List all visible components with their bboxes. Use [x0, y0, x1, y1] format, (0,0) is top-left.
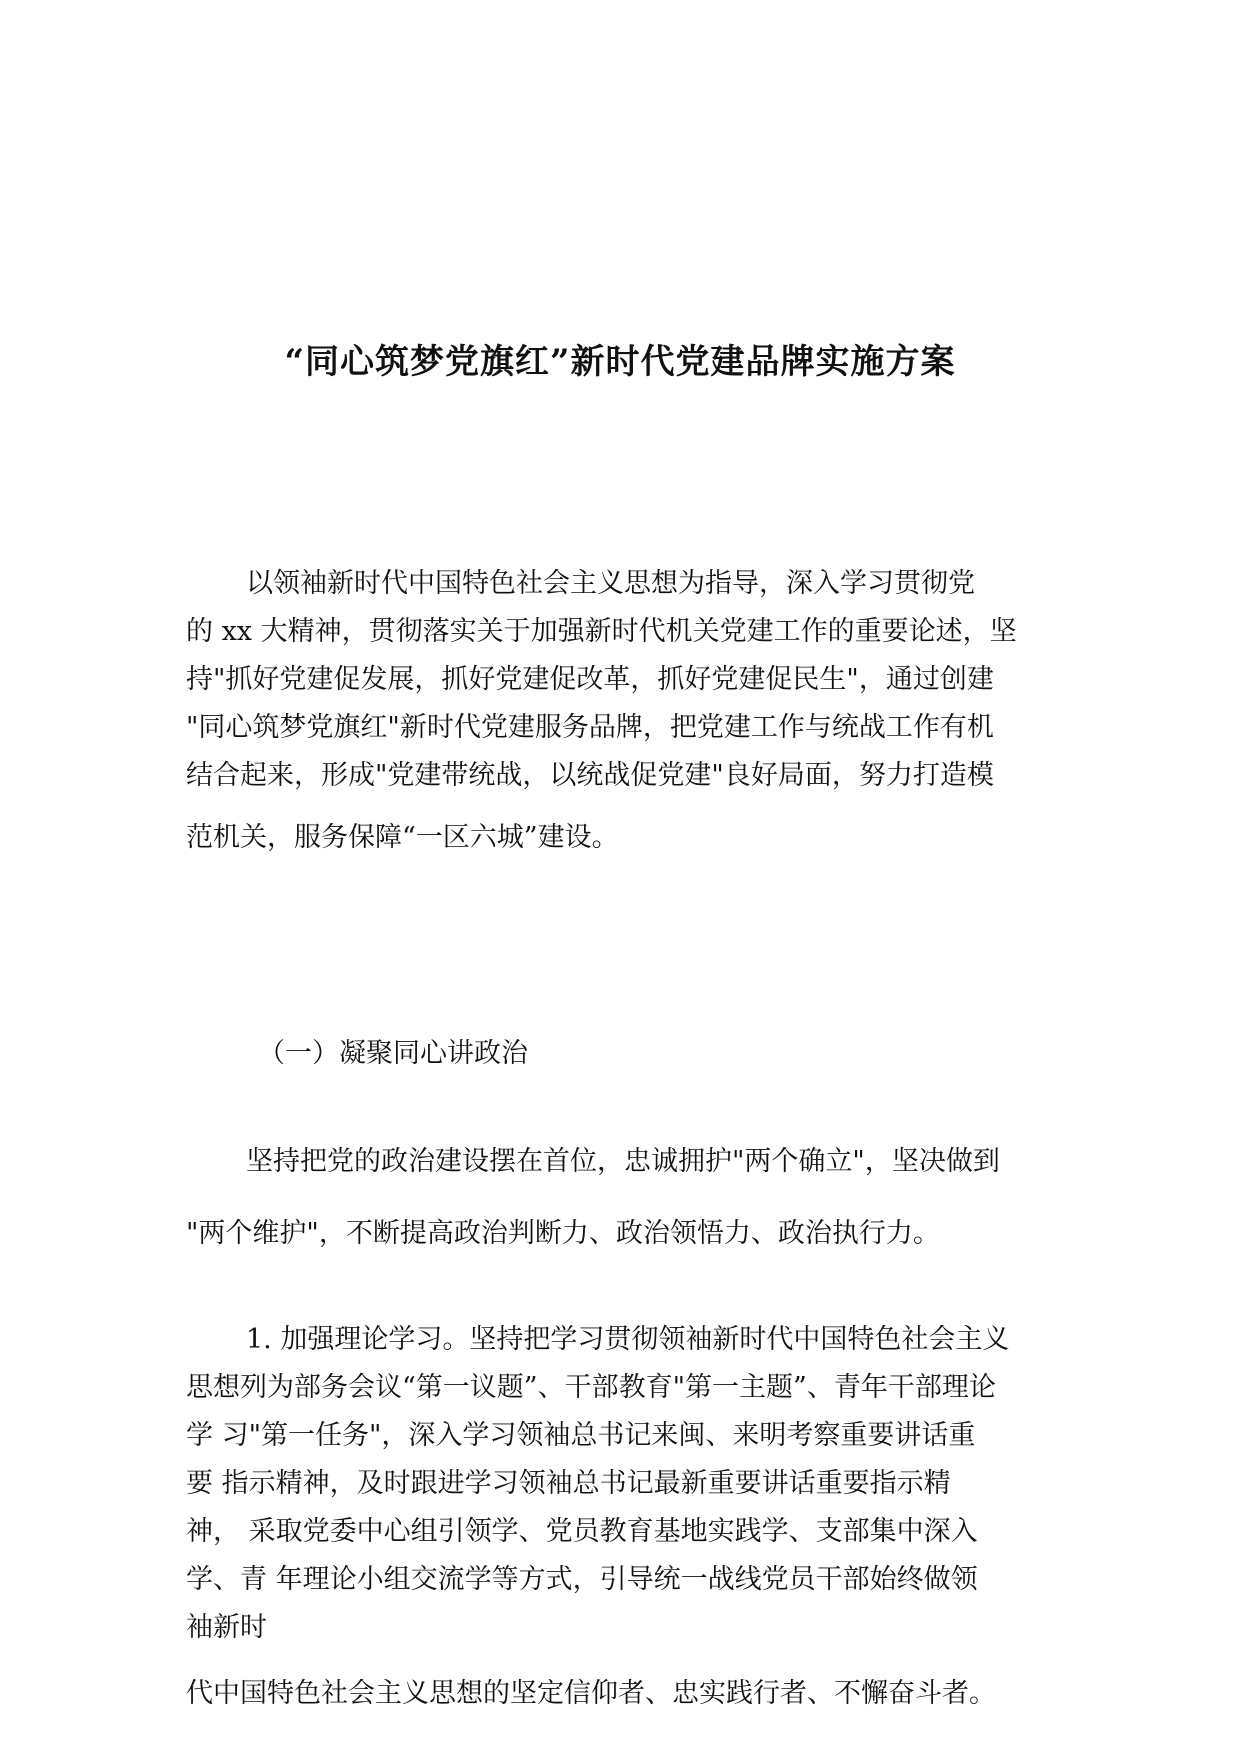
paragraph-line: 学 习"第一任务"，深入学习领袖总书记来闽、来明考察重要讲话重	[186, 1420, 976, 1451]
paragraph-line: 学、青 年理论小组交流学等方式，引导统一战线党员干部始终做领	[186, 1564, 978, 1595]
paragraph-line: 1. 加强理论学习。坚持把学习贯彻领袖新时代中国特色社会主义	[246, 1324, 1010, 1355]
paragraph-line: 思想列为部务会议“第一议题”、干部教育"第一主题”、青年干部理论	[186, 1372, 996, 1403]
paragraph-line: 代中国特色社会主义思想的坚定信仰者、忠实践行者、不懈奋斗者。	[186, 1678, 996, 1709]
paragraph-line: "两个维护"，不断提高政治判断力、政治领悟力、政治执行力。	[186, 1218, 940, 1249]
paragraph-line: 要 指示精神，及时跟进学习领袖总书记最新重要讲话重要指示精	[186, 1468, 951, 1499]
paragraph-line: 的 xx 大精神，贯彻落实关于加强新时代机关党建工作的重要论述，坚	[186, 616, 1017, 647]
document-title: “同心筑梦党旗红”新时代党建品牌实施方案	[284, 342, 956, 382]
paragraph-line: 袖新时	[186, 1612, 267, 1643]
paragraph-line: "同心筑梦党旗红"新时代党建服务品牌，把党建工作与统战工作有机	[186, 712, 994, 743]
paragraph-line: 坚持把党的政治建设摆在首位，忠诚拥护"两个确立"，坚决做到	[246, 1146, 1000, 1177]
section-heading: （一）凝聚同心讲政治	[258, 1038, 528, 1069]
paragraph-line: 神， 采取党委中心组引领学、党员教育基地实践学、支部集中深入	[186, 1516, 978, 1547]
paragraph-line: 结合起来，形成"党建带统战，以统战促党建"良好局面，努力打造模	[186, 760, 994, 791]
paragraph-line: 以领袖新时代中国特色社会主义思想为指导，深入学习贯彻党	[246, 568, 975, 599]
paragraph-line: 范机关，服务保障“一区六城”建设。	[186, 822, 619, 853]
paragraph-line: 持"抓好党建促发展，抓好党建促改革，抓好党建促民生"，通过创建	[186, 664, 994, 695]
